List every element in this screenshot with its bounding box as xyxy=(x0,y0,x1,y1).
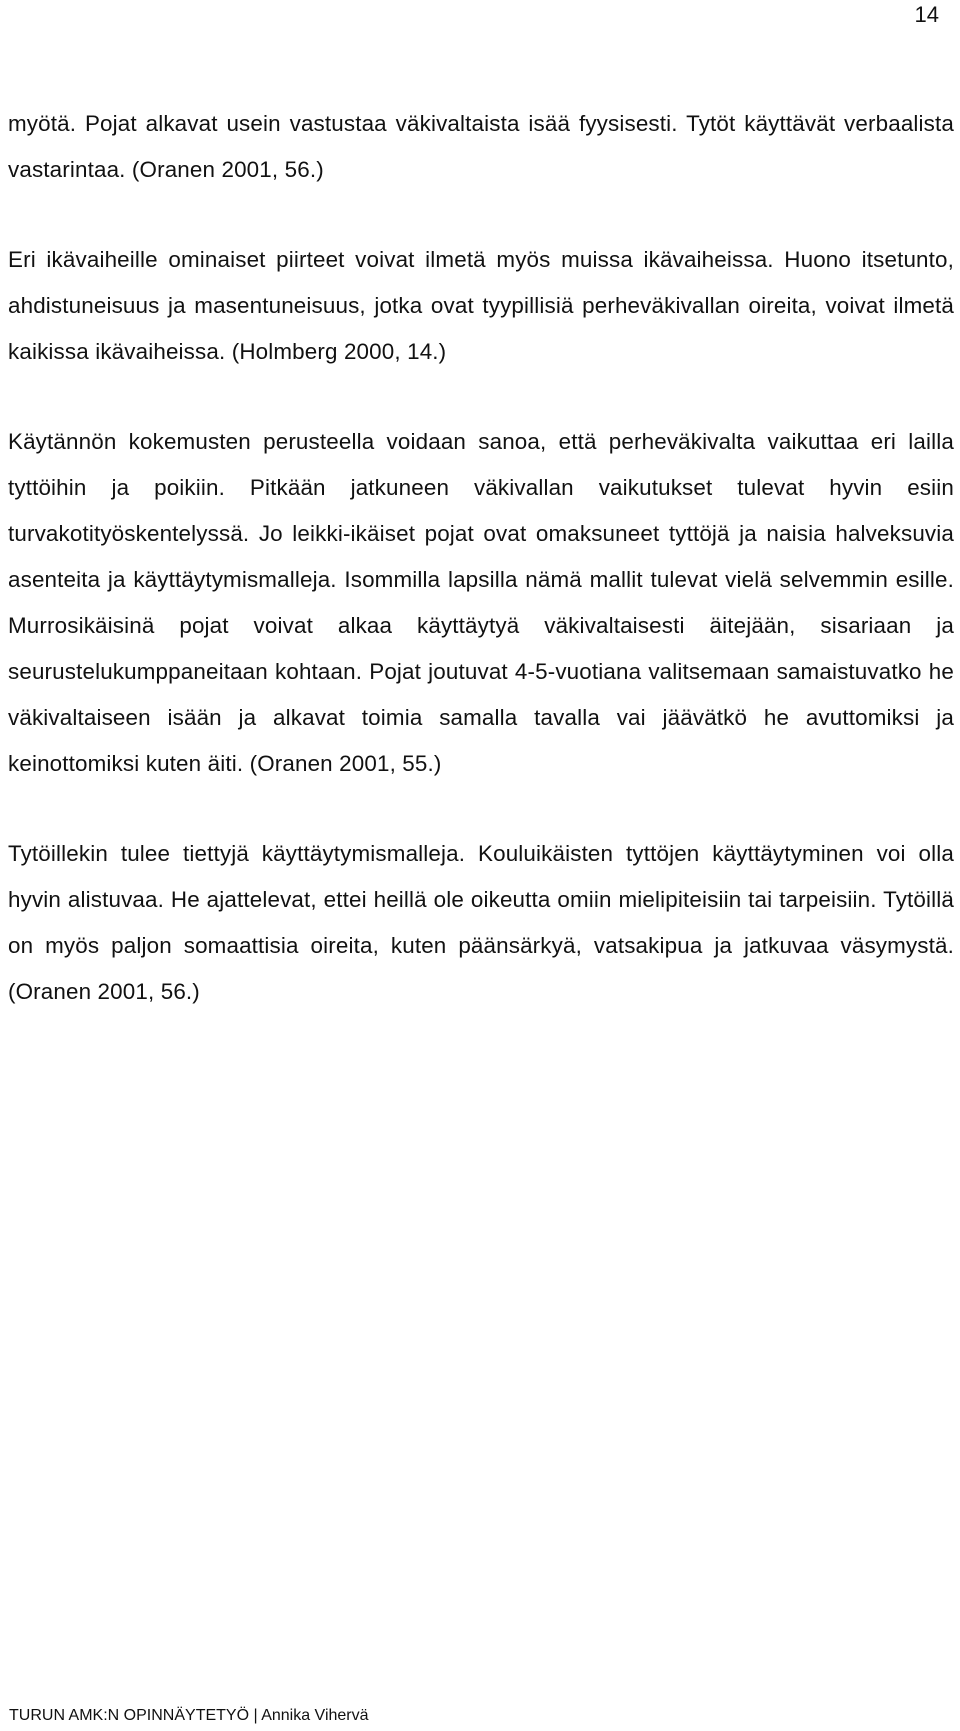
paragraph-continuation: myötä. Pojat alkavat usein vastustaa väkivaltaista isää fyysisesti. Tytöt käyttävät verbaalista vastarintaa. (Oranen 2001, 56.) xyxy=(8,111,954,182)
paragraph-age-stages: Eri ikävaiheille ominaiset piirteet voivat ilmetä myös muissa ikävaiheissa. Huono itsetunto, ahdistuneisuus ja masentuneisuus, jotka ovat tyypillisiä perheväkivallan oireita, voivat ilmetä kaikissa ikävaiheissa. (Holmberg 2000, 14.) xyxy=(8,247,954,364)
page-footer: TURUN AMK:N OPINNÄYTETYÖ | Annika Vihervä xyxy=(9,1707,369,1724)
page-number: 14 xyxy=(914,2,939,27)
paragraph-girls-behaviour: Tytöillekin tulee tiettyjä käyttäytymismalleja. Kouluikäisten tyttöjen käyttäytyminen voi olla hyvin alistuvaa. He ajattelevat, ettei heillä ole oikeutta omiin mielipiteisiin tai tarpeisiin. Tytöillä on myös paljon somaattisia oireita, kuten päänsärkyä, vatsakipua ja jatkuvaa väsymystä. (Oranen 2001, 56.) xyxy=(8,841,954,1004)
document-body xyxy=(8,101,954,1059)
paragraph-boys-and-girls: Käytännön kokemusten perusteella voidaan sanoa, että perheväkivalta vaikuttaa eri lailla tyttöihin ja poikiin. Pitkään jatkuneen väkivallan vaikutukset tulevat hyvin esiin turvakotityöskentelyssä. Jo leikki-ikäiset pojat ovat omaksuneet tyttöjä ja naisia halveksuvia asenteita ja käyttäytymismalleja. Isommilla lapsilla nämä mallit tulevat vielä selvemmin esille. Murrosikäisinä pojat voivat alkaa käyttäytyä väkivaltaisesti äitejään, sisariaan ja seurustelukumppaneitaan kohtaan. Pojat joutuvat 4-5-vuotiana valitsemaan samaistuvatko he väkivaltaiseen isään ja alkavat toimia samalla tavalla vai jäävätkö he avuttomiksi ja keinottomiksi kuten äiti. (Oranen 2001, 55.) xyxy=(8,429,954,776)
